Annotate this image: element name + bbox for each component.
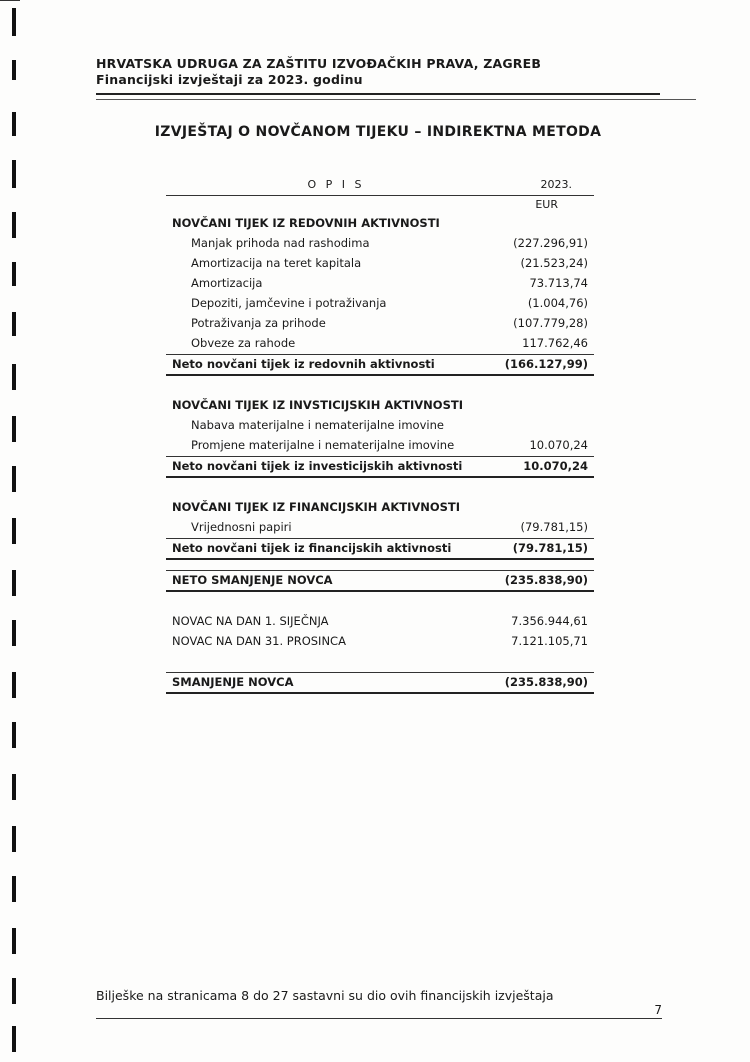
row-label: Amortizacija bbox=[191, 276, 263, 290]
currency-row bbox=[166, 196, 594, 214]
table-row bbox=[166, 274, 594, 294]
binding-mark bbox=[12, 722, 16, 748]
binding-mark bbox=[12, 466, 16, 492]
binding-mark bbox=[12, 774, 16, 800]
table-row bbox=[166, 518, 594, 538]
binding-mark bbox=[12, 262, 16, 286]
report-title: IZVJEŠTAJ O NOVČANOM TIJEKU – INDIREKTNA METODA bbox=[154, 124, 602, 140]
column-header-description: O P I S bbox=[307, 178, 365, 191]
cash-start-label: NOVAC NA DAN 1. SIJEČNJA bbox=[172, 614, 329, 628]
row-label: Vrijednosni papiri bbox=[191, 520, 292, 534]
binding-mark bbox=[12, 570, 16, 596]
binding-mark bbox=[12, 364, 16, 390]
binding-mark bbox=[12, 160, 16, 188]
column-header-currency: EUR bbox=[535, 198, 558, 211]
scan-edge-line bbox=[0, 0, 20, 1]
row-label: Promjene materijalne i nematerijalne imovine bbox=[191, 438, 455, 452]
table-row bbox=[166, 334, 594, 354]
binding-mark bbox=[12, 416, 16, 442]
footer-note: Bilješke na stranicama 8 do 27 sastavni su dio ovih financijskih izvještaja bbox=[96, 988, 554, 1003]
binding-mark bbox=[12, 978, 16, 1004]
row-divider bbox=[166, 590, 594, 592]
section-heading-row bbox=[166, 498, 594, 518]
report-subtitle: Financijski izvještaji za 2023. godinu bbox=[96, 72, 363, 87]
row-divider bbox=[166, 538, 594, 539]
row-label: Amortizacija na teret kapitala bbox=[191, 256, 362, 270]
table-row bbox=[166, 254, 594, 274]
cash-end-row bbox=[166, 632, 594, 652]
row-label: Manjak prihoda nad rashodima bbox=[191, 236, 370, 250]
table-row bbox=[166, 234, 594, 254]
row-value: (227.296,91) bbox=[513, 236, 588, 250]
row-divider bbox=[166, 558, 594, 560]
binding-mark bbox=[12, 112, 16, 136]
header-divider-thin bbox=[96, 99, 696, 100]
binding-mark bbox=[12, 826, 16, 852]
row-label: Potraživanja za prihode bbox=[191, 316, 326, 330]
decrease-row bbox=[166, 672, 594, 694]
net-decrease-value: (235.838,90) bbox=[504, 573, 588, 587]
binding-mark bbox=[12, 518, 16, 544]
section-heading-row bbox=[166, 396, 594, 416]
row-value: 10.070,24 bbox=[529, 438, 588, 452]
row-value: (79.781,15) bbox=[520, 520, 588, 534]
row-value: (21.523,24) bbox=[520, 256, 588, 270]
net-decrease-row bbox=[166, 570, 594, 592]
binding-mark bbox=[12, 8, 16, 36]
decrease-value: (235.838,90) bbox=[504, 675, 588, 689]
row-divider bbox=[166, 476, 594, 478]
subtotal-row-investing bbox=[166, 456, 594, 478]
row-value: (1.004,76) bbox=[527, 296, 588, 310]
section-heading-investing: NOVČANI TIJEK IZ INVSTICIJSKIH AKTIVNOSTI bbox=[172, 398, 463, 412]
row-divider bbox=[166, 374, 594, 376]
subtotal-value: (166.127,99) bbox=[504, 357, 588, 371]
subtotal-value: (79.781,15) bbox=[512, 541, 588, 555]
row-label: Obveze za rahode bbox=[191, 336, 296, 350]
cash-end-value: 7.121.105,71 bbox=[511, 634, 588, 648]
footer-divider bbox=[96, 1018, 662, 1019]
cash-flow-table bbox=[166, 176, 594, 694]
header-divider bbox=[96, 93, 660, 95]
column-header-year: 2023. bbox=[540, 178, 572, 191]
row-value: (107.779,28) bbox=[513, 316, 588, 330]
row-label: Nabava materijalne i nematerijalne imovine bbox=[191, 418, 444, 432]
binding-mark bbox=[12, 60, 16, 80]
table-header-row bbox=[166, 176, 594, 196]
binding-mark bbox=[12, 876, 16, 902]
row-value: 117.762,46 bbox=[522, 336, 588, 350]
section-heading-row bbox=[166, 214, 594, 234]
subtotal-row-operating bbox=[166, 354, 594, 376]
document-header bbox=[96, 56, 541, 88]
row-divider bbox=[166, 456, 594, 457]
net-decrease-label: NETO SMANJENJE NOVCA bbox=[172, 573, 333, 587]
subtotal-label: Neto novčani tijek iz investicijskih aktivnosti bbox=[172, 459, 463, 473]
spacer bbox=[166, 560, 594, 570]
subtotal-label: Neto novčani tijek iz financijskih aktivnosti bbox=[172, 541, 452, 555]
row-value: 73.713,74 bbox=[529, 276, 588, 290]
spacer bbox=[166, 652, 594, 672]
row-divider bbox=[166, 672, 594, 673]
binding-mark bbox=[12, 212, 16, 238]
organization-name: HRVATSKA UDRUGA ZA ZAŠTITU IZVOĐAČKIH PRAVA, ZAGREB bbox=[96, 56, 542, 71]
table-row bbox=[166, 294, 594, 314]
row-divider bbox=[166, 692, 594, 694]
section-heading-financing: NOVČANI TIJEK IZ FINANCIJSKIH AKTIVNOSTI bbox=[172, 500, 461, 514]
decrease-label: SMANJENJE NOVCA bbox=[172, 675, 294, 689]
spacer bbox=[166, 592, 594, 612]
cash-end-label: NOVAC NA DAN 31. PROSINCA bbox=[172, 634, 346, 648]
spacer bbox=[166, 376, 594, 396]
spacer bbox=[166, 478, 594, 498]
binding-mark bbox=[12, 1026, 16, 1052]
subtotal-label: Neto novčani tijek iz redovnih aktivnosti bbox=[172, 357, 435, 371]
row-divider bbox=[166, 354, 594, 355]
row-divider bbox=[166, 570, 594, 571]
subtotal-row-financing bbox=[166, 538, 594, 560]
page-number: 7 bbox=[654, 1003, 662, 1017]
table-row bbox=[166, 436, 594, 456]
cash-start-value: 7.356.944,61 bbox=[511, 614, 588, 628]
binding-mark bbox=[12, 928, 16, 954]
section-heading-operating: NOVČANI TIJEK IZ REDOVNIH AKTIVNOSTI bbox=[172, 216, 440, 230]
table-row bbox=[166, 314, 594, 334]
binding-mark bbox=[12, 672, 16, 698]
binding-mark bbox=[12, 312, 16, 336]
cash-start-row bbox=[166, 612, 594, 632]
row-label: Depoziti, jamčevine i potraživanja bbox=[191, 296, 387, 310]
binding-mark bbox=[12, 620, 16, 646]
table-row bbox=[166, 416, 594, 436]
subtotal-value: 10.070,24 bbox=[523, 459, 588, 473]
